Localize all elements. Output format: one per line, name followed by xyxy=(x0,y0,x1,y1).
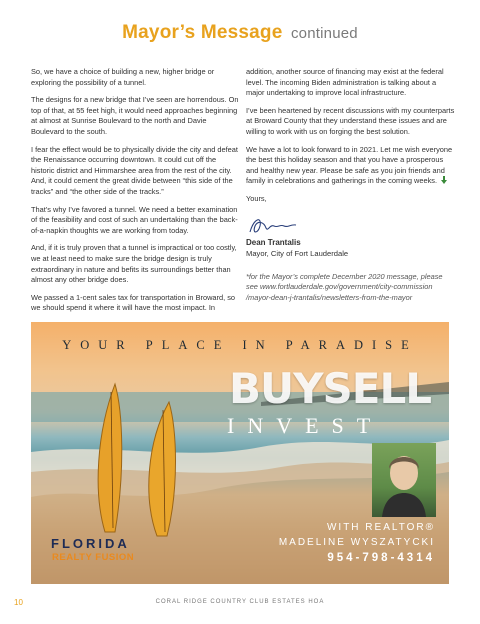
arrow-down-icon xyxy=(441,176,447,184)
paragraph: I fear the effect would be to physically divide the city and defeat the Renaissance occurring downtown. It could cut off the historic district and Himmarshee area from the rest of the city. And, it could cement the great divide between “this side of the tracks” and “the other side of the tracks.” xyxy=(31,144,238,196)
paragraph: That’s why I’ve favored a tunnel. We need a better examination of the feasibility and cost of such an undertaking than the back-of-a-napkin thoughts we are working from today. xyxy=(31,204,238,235)
page-title xyxy=(0,22,480,44)
paragraph: And, if it is truly proven that a tunnel is impractical or too costly, we at least need to make sure the bridge design is truly extraordinary in nature and befits its surroundings better than almost any other bridge does. xyxy=(31,243,237,285)
page-number: 10 xyxy=(14,598,23,607)
paragraph: The designs for a new bridge that I’ve seen are horrendous. On top of that, at 55 feet high, it would need approaches beginning at almost at Sunrise Boulevard to the north and Davie Boulevard to the south. xyxy=(31,95,239,136)
ad-headline: BUYSELL xyxy=(229,364,431,413)
signer-title: Mayor, City of Fort Lauderdale xyxy=(246,249,349,259)
left-column xyxy=(31,67,241,321)
footnote: *for the Mayor’s complete December 2020 message, please see www.fortlauderdale.gov/government/city-commission /mayor-dean-j-trantalis/newsletters-from-the-mayor xyxy=(246,271,443,302)
signature xyxy=(246,212,456,238)
title-text: Mayor’s Message xyxy=(122,22,283,43)
title-continued: continued xyxy=(290,25,358,42)
paragraph xyxy=(246,145,456,187)
logo-realty-fusion: REALTY FUSION xyxy=(52,552,135,563)
ad-invest: INVEST xyxy=(227,413,384,438)
signer-name: Dean Trantalis xyxy=(246,237,301,247)
ad-phone[interactable]: 954-798-4314 xyxy=(327,552,435,564)
paragraph: We passed a 1-cent sales tax for transportation in Broward, so we should spend it where it will have the most impact. In xyxy=(31,292,236,313)
ad-tagline: YOUR PLACE IN PARADISE xyxy=(62,338,418,352)
ad-realtor-name: MADELINE WYSZATYCKI xyxy=(278,537,435,548)
realty-advertisement[interactable] xyxy=(31,322,449,584)
paragraph: addition, another source of financing may exist at the federal level. The incoming Biden administration is talking about a major undertaking to improve local infrastructure. xyxy=(246,67,444,98)
realtor-photo xyxy=(372,443,436,517)
paragraph-text: We have a lot to look forward to in 2021. Let me wish everyone the best this holiday season and that you have a prosperous and healthy new year. Please be safe as you join friends and family in celebrations and gatherings in the coming weeks. xyxy=(246,144,453,186)
right-column xyxy=(246,67,456,304)
paragraph: So, we have a choice of building a new, higher bridge or exploring the possibility of a tunnel. xyxy=(31,67,215,87)
publication-name: CORAL RIDGE COUNTRY CLUB ESTATES HOA xyxy=(155,599,325,605)
ad-with-realtor: WITH REALTOR® xyxy=(326,522,435,533)
logo-florida: FLORIDA xyxy=(51,536,130,551)
closing: Yours, xyxy=(246,193,267,203)
paragraph: I’ve been heartened by recent discussions with my counterparts at Broward County that they understand these issues and are willing to work with us on forging the best solution. xyxy=(246,105,455,136)
